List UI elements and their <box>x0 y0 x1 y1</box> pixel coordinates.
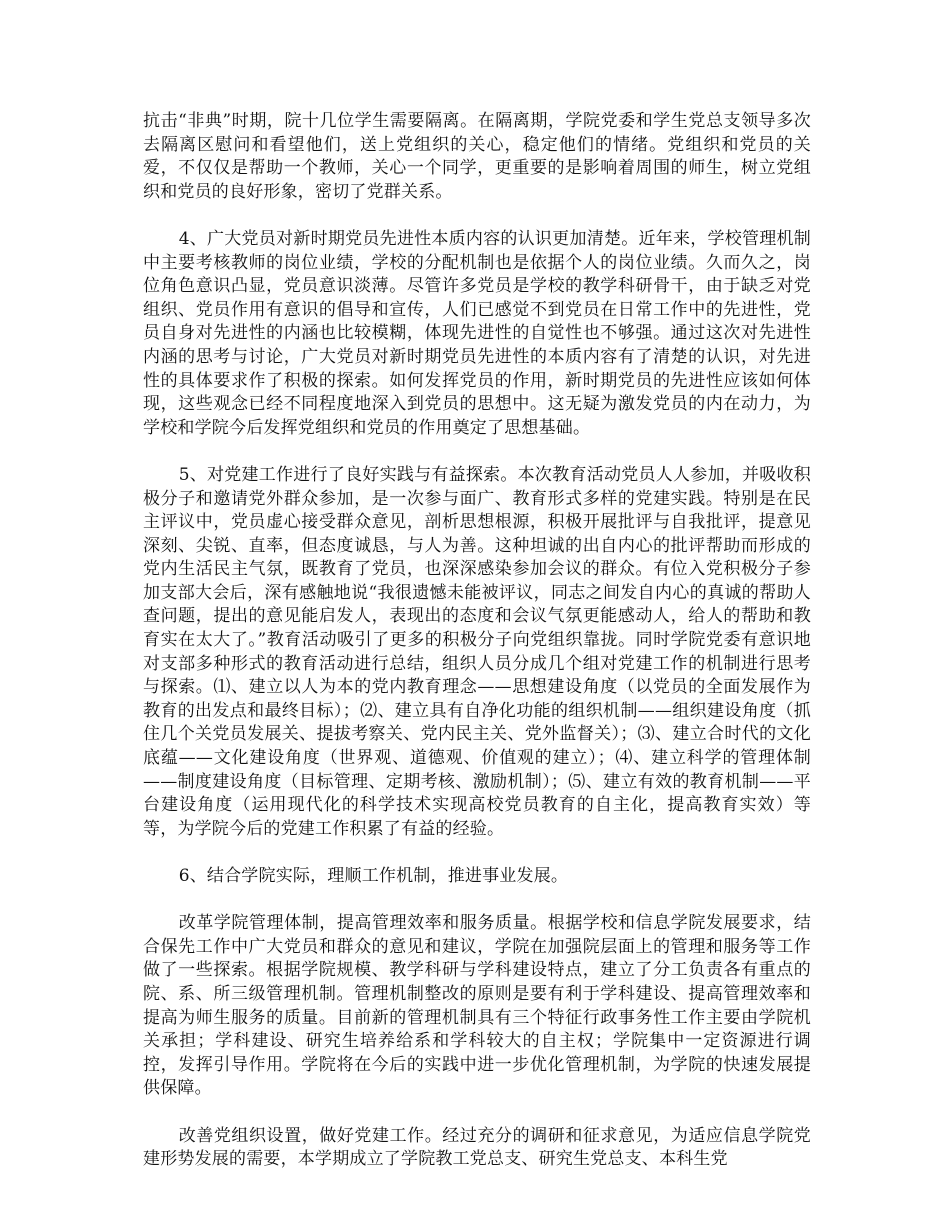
paragraph-4: 6、结合学院实际，理顺工作机制，推进事业发展。 <box>178 866 569 886</box>
paragraph-6: 改善党组织设置，做好党建工作。经过充分的调研和征求意见，为适应信息学院党建形势发展的需要，本学期成立了学院教工党总支、研究生党总支、本科生党 <box>143 1125 811 1170</box>
document-page <box>143 110 811 1195</box>
paragraph-1: 抗击“非典”时期，院十几位学生需要隔离。在隔离期，学院党委和学生党总支领导多次去隔离区慰问和看望他们，送上党组织的关心，稳定他们的情绪。党组织和党员的关爱，不仅仅是帮助一个教师，关心一个同学，更重要的是影响着周围的师生，树立党组织和党员的良好形象，密切了党群关系。 <box>143 111 811 202</box>
paragraph-2: 4、广大党员对新时期党员先进性本质内容的认识更加清楚。近年来，学校管理机制中主要考核教师的岗位业绩，学校的分配机制也是依据个人的岗位业绩。久而久之，岗位角色意识凸显，党员意识淡薄。尽管许多党员是学校的教学科研骨干，由于缺乏对党组织、党员作用有意识的倡导和宣传，人们已感觉不到党员在日常工作中的先进性，党员自身对先进性的内涵也比较模糊，体现先进性的自觉性也不够强。通过这次对先进性内涵的思考与讨论，广大党员对新时期党员先进性的本质内容有了清楚的认识，对先进性的具体要求作了积极的探索。如何发挥党员的作用，新时期党员的先进性应该如何体现，这些观念已经不同程度地深入到党员的思想中。这无疑为激发党员的内在动力，为学校和学院今后发挥党组织和党员的作用奠定了思想基础。 <box>143 228 811 438</box>
paragraph-3: 5、对党建工作进行了良好实践与有益探索。本次教育活动党员人人参加，并吸收积极分子和邀请党外群众参加，是一次参与面广、教育形式多样的党建实践。特别是在民主评议中，党员虚心接受群众意见，剖析思想根源，积极开展批评与自我批评，提意见深刻、尖锐、直率，但态度诚恳，与人为善。这种坦诚的出自内心的批评帮助而形成的党内生活民主气氛，既教育了党员，也深深感染参加会议的群众。有位入党积极分子参加支部大会后，深有感触地说“我很遗憾未能被评议，同志之间发自内心的真诚的帮助人查问题，提出的意见能启发人，表现出的态度和会议气氛更能感动人，给人的帮助和教育实在太大了。”教育活动吸引了更多的积极分子向党组织靠拢。同时学院党委有意识地对支部多种形式的教育活动进行总结，组织人员分成几个组对党建工作的机制进行思考与探索。⑴、建立以人为本的党内教育理念——思想建设角度（以党员的全面发展作为教育的出发点和最终目标）；⑵、建立具有自净化功能的组织机制——组织建设角度（抓住几个关党员发展关、提拔考察关、党内民主关、党外监督关）；⑶、建立合时代的文化底蕴——文化建设角度（世界观、道德观、价值观的建立）；⑷、建立科学的管理体制——制度建设角度（目标管理、定期考核、激励机制）；⑸、建立有效的教育机制——平台建设角度（运用现代化的科学技术实现高校党员教育的自主化，提高教育实效）等等，为学院今后的党建工作积累了有益的经验。 <box>143 464 811 839</box>
paragraph-5: 改革学院管理体制，提高管理效率和服务质量。根据学校和信息学院发展要求，结合保先工作中广大党员和群众的意见和建议，学院在加强院层面上的管理和服务等工作做了一些探索。根据学院规模、教学科研与学科建设特点，建立了分工负责各有重点的院、系、所三级管理机制。管理机制整改的原则是要有利于学科建设、提高管理效率和提高为师生服务的质量。目前新的管理机制具有三个特征行政事务性工作主要由学院机关承担；学科建设、研究生培养给系和学科较大的自主权；学院集中一定资源进行调控，发挥引导作用。学院将在今后的实践中进一步优化管理机制，为学院的快速发展提供保障。 <box>143 913 811 1099</box>
